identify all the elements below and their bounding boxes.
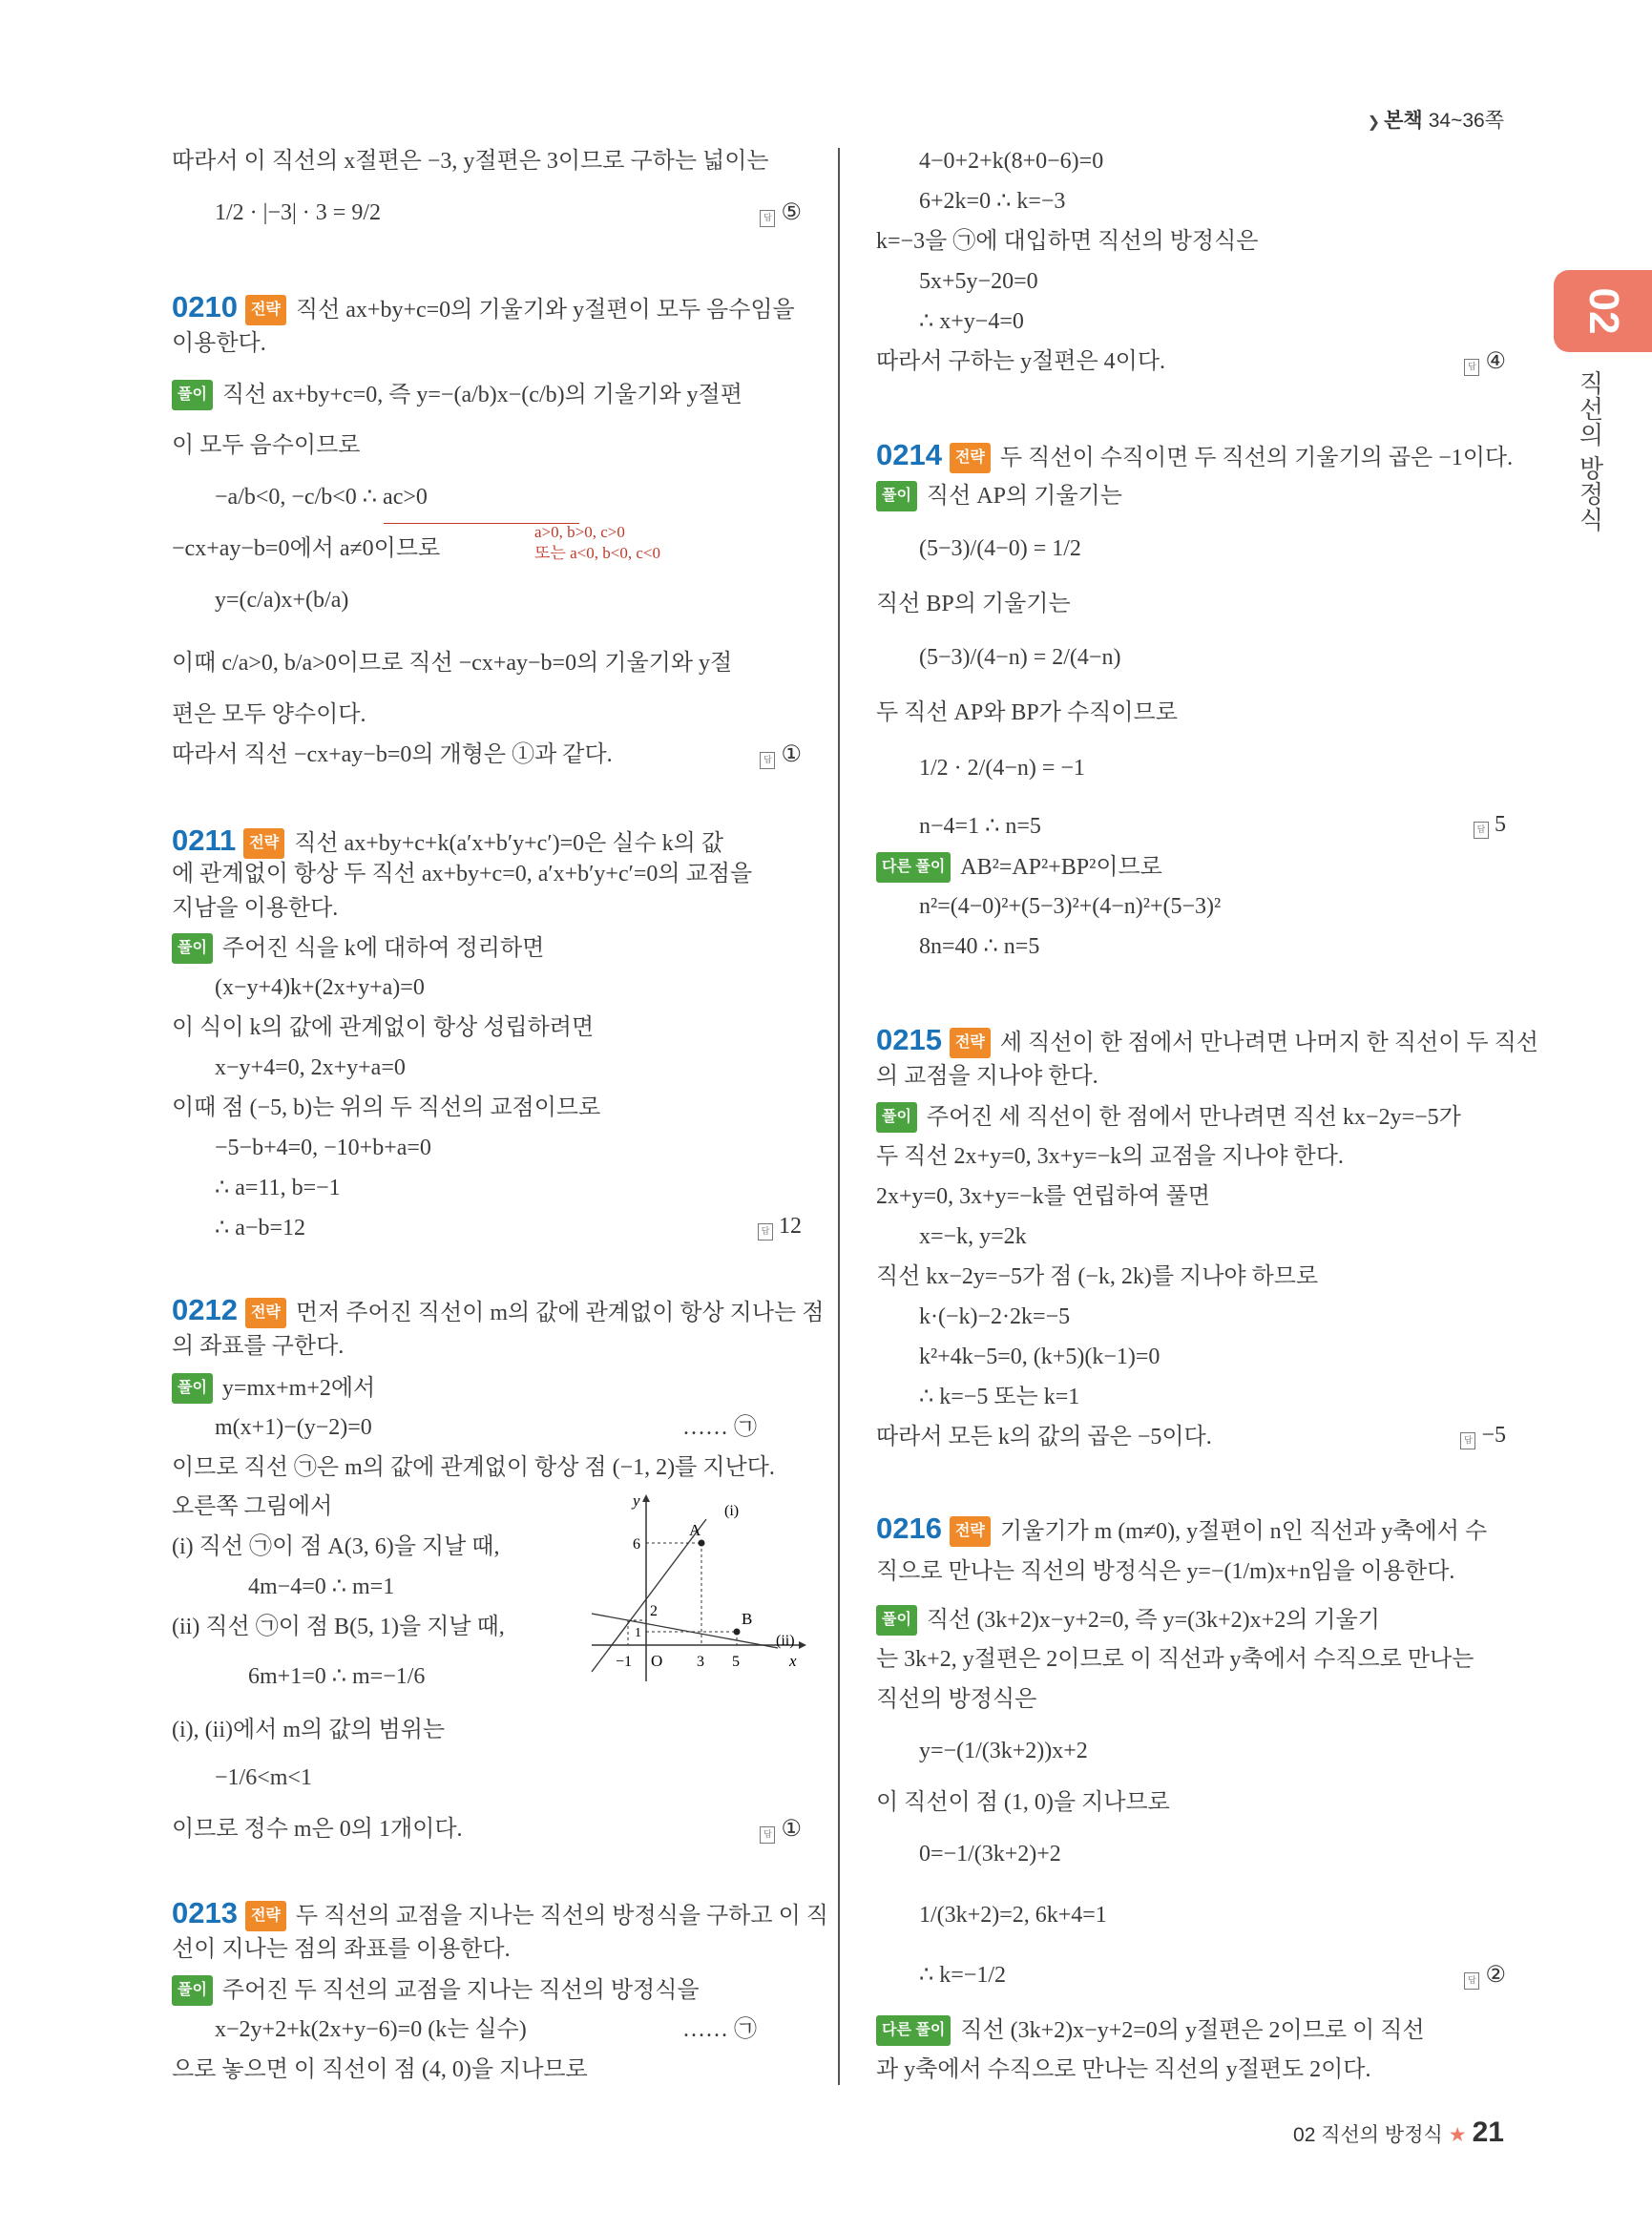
solution-line: 이때 점 (−5, b)는 위의 두 직선의 교점이므로 <box>172 1095 601 1120</box>
strategy-badge: 전략 <box>243 828 284 859</box>
strategy-text: 의 교점을 지나야 한다. <box>876 1064 1098 1089</box>
solution-text: 직선 ax+by+c=0, 즉 y=−(a/b)x−(c/b)의 기울기와 y절편 <box>221 383 742 407</box>
answer-mark <box>760 740 802 769</box>
x-tick-label: 3 <box>697 1654 704 1670</box>
answer-box-icon: 답 <box>1460 1432 1475 1449</box>
line-label-i: (i) <box>724 1503 740 1519</box>
solution-badge: 풀이 <box>876 1102 917 1133</box>
solution-line: 과 y축에서 수직으로 만나는 직선의 y절편도 2이다. <box>876 2057 1371 2082</box>
problem-0211-strategy <box>172 826 723 859</box>
strategy-text: 에 관계없이 항상 두 직선 ax+by+c=0, a′x+b′y+c′=0의 교점을 <box>172 862 753 886</box>
solution-badge: 풀이 <box>172 380 213 410</box>
solution-line <box>172 1975 700 2006</box>
solution-line: 0=−1/(3k+2)+2 <box>919 1842 1061 1866</box>
star-icon: ★ <box>1448 2124 1467 2146</box>
answer-mark <box>758 1214 802 1241</box>
column-divider <box>838 148 840 2085</box>
answer-value: ② <box>1485 1963 1506 1988</box>
axis-label-y: y <box>633 1491 640 1510</box>
annotation-note: a>0, b>0, c>0 <box>534 523 625 541</box>
solution-line: n²=(4−0)²+(5−3)²+(4−n)²+(5−3)² <box>919 894 1222 919</box>
strategy-text: 먼저 주어진 직선이 m의 값에 관계없이 항상 지나는 점 <box>295 1301 825 1325</box>
equation-mark: …… ㉠ <box>682 2017 757 2042</box>
strategy-text: 이용한다. <box>172 331 266 356</box>
solution-line: 직선의 방정식은 <box>876 1687 1037 1712</box>
answer-mark <box>1474 812 1506 839</box>
problem-0212-strategy <box>172 1293 825 1328</box>
solution-line: 8n=40 ∴ n=5 <box>919 934 1040 959</box>
solution-line: 이 식이 k의 값에 관계없이 항상 성립하려면 <box>172 1015 595 1040</box>
solution-line: ∴ a−b=12 <box>215 1216 305 1241</box>
answer-mark <box>1464 1961 1506 1990</box>
solution-line: 따라서 구하는 y절편은 4이다. <box>876 349 1166 374</box>
alt-solution-badge: 다른 풀이 <box>876 2015 951 2046</box>
strategy-text: 두 직선의 교점을 지나는 직선의 방정식을 구하고 이 직 <box>295 1904 828 1929</box>
strategy-text: 지남을 이용한다. <box>172 896 339 921</box>
solution-line: 5x+5y−20=0 <box>919 269 1038 294</box>
solution-line: 이므로 직선 ㉠은 m의 값에 관계없이 항상 점 (−1, 2)를 지난다. <box>172 1455 775 1480</box>
solution-line: 4−0+2+k(8+0−6)=0 <box>919 149 1104 174</box>
problem-0214-strategy <box>876 438 1514 473</box>
alt-solution-line <box>876 852 1162 883</box>
solution-line: −5−b+4=0, −10+b+a=0 <box>215 1136 431 1160</box>
solution-badge: 풀이 <box>172 1975 213 2006</box>
problem-0216-strategy <box>876 1514 1487 1547</box>
solution-text: 직선 (3k+2)x−y+2=0의 y절편은 2이므로 이 직선 <box>960 2018 1425 2043</box>
y-tick-label: 2 <box>650 1603 658 1619</box>
answer-value: ⑤ <box>781 200 802 225</box>
strategy-text: 직선 ax+by+c+k(a′x+b′y+c′)=0은 실수 k의 값 <box>294 831 724 856</box>
strategy-badge: 전략 <box>950 1028 991 1058</box>
strategy-text: 직으로 만나는 직선의 방정식은 y=−(1/m)x+n임을 이용한다. <box>876 1559 1455 1584</box>
solution-line: 1/2 · 2/(4−n) = −1 <box>919 756 1085 781</box>
answer-mark <box>760 198 802 227</box>
solution-line: 으로 놓으면 이 직선이 점 (4, 0)을 지나므로 <box>172 2057 588 2082</box>
solution-text: 직선 (3k+2)x−y+2=0, 즉 y=(3k+2)x+2의 기울기 <box>926 1608 1380 1633</box>
solution-line: 는 3k+2, y절편은 2이므로 이 직선과 y축에서 수직으로 만나는 <box>876 1647 1474 1672</box>
answer-box-icon: 답 <box>758 1223 773 1241</box>
solution-line: 4m−4=0 ∴ m=1 <box>248 1574 395 1599</box>
strategy-text: 세 직선이 한 점에서 만나려면 나머지 한 직선이 두 직선 <box>999 1031 1538 1055</box>
line-graph-figure <box>587 1491 806 1686</box>
solution-badge: 풀이 <box>172 1373 213 1404</box>
solution-line: −cx+ay−b=0에서 a≠0이므로 <box>172 536 441 561</box>
solution-line: (i), (ii)에서 m의 값의 범위는 <box>172 1718 446 1742</box>
solution-line: (5−3)/(4−0) = 1/2 <box>919 536 1081 561</box>
answer-box-icon: 답 <box>1464 359 1479 376</box>
solution-badge: 풀이 <box>172 933 213 964</box>
solution-line <box>172 380 742 410</box>
intro-formula: 1/2 · |−3| · 3 = 9/2 <box>215 200 381 225</box>
solution-line: 따라서 직선 −cx+ay−b=0의 개형은 ①과 같다. <box>172 742 613 767</box>
solution-line: m(x+1)−(y−2)=0 <box>215 1415 372 1440</box>
solution-line: ∴ k=−1/2 <box>919 1963 1007 1988</box>
strategy-badge: 전략 <box>245 1901 286 1931</box>
solution-text: 주어진 식을 k에 대하여 정리하면 <box>221 936 545 961</box>
problem-0210-strategy <box>172 290 795 325</box>
alt-solution-line <box>876 2015 1425 2046</box>
answer-value: 5 <box>1495 812 1506 837</box>
strategy-badge: 전략 <box>245 295 286 325</box>
solution-badge: 풀이 <box>876 481 917 511</box>
strategy-badge: 전략 <box>245 1298 286 1328</box>
solution-line: x−y+4=0, 2x+y+a=0 <box>215 1055 406 1080</box>
line-i <box>592 1519 706 1672</box>
y-axis-arrow <box>642 1494 650 1502</box>
solution-line: 이때 c/a>0, b/a>0이므로 직선 −cx+ay−b=0의 기울기와 y절 <box>172 651 733 676</box>
problem-0215-strategy <box>876 1023 1538 1058</box>
solution-line: 직선 kx−2y=−5가 점 (−k, 2k)를 지나야 하므로 <box>876 1264 1319 1289</box>
solution-line: 1/(3k+2)=2, 6k+4=1 <box>919 1903 1107 1928</box>
solution-line: y=−(1/(3k+2))x+2 <box>919 1739 1088 1763</box>
answer-value: ① <box>781 742 802 767</box>
origin-label: O <box>651 1652 663 1670</box>
problem-number: 0215 <box>876 1023 942 1056</box>
alt-solution-badge: 다른 풀이 <box>876 852 951 883</box>
solution-line: −1/6<m<1 <box>215 1765 312 1790</box>
x-tick-label: 5 <box>732 1654 740 1670</box>
point-B <box>734 1629 741 1636</box>
solution-line: 따라서 모든 k의 값의 곱은 −5이다. <box>876 1425 1212 1449</box>
strategy-text: 기울기가 m (m≠0), y절편이 n인 직선과 y축에서 수 <box>999 1519 1488 1544</box>
answer-box-icon: 답 <box>760 1826 775 1844</box>
problem-number: 0212 <box>172 1293 238 1326</box>
solution-line: 두 직선 AP와 BP가 수직이므로 <box>876 700 1178 725</box>
solution-text: y=mx+m+2에서 <box>221 1376 376 1401</box>
solution-line: 오른쪽 그림에서 <box>172 1494 333 1519</box>
axis-label-x: x <box>789 1652 797 1670</box>
chapter-number: 02 <box>1580 287 1627 335</box>
solution-line: 이므로 정수 m은 0의 1개이다. <box>172 1817 463 1842</box>
y-tick-label: 1 <box>635 1626 641 1640</box>
solution-line: 두 직선 2x+y=0, 3x+y=−k의 교점을 지나야 한다. <box>876 1144 1344 1169</box>
solution-line: n−4=1 ∴ n=5 <box>919 814 1041 839</box>
solution-line: x−2y+2+k(2x+y−6)=0 (k는 실수) <box>215 2017 527 2042</box>
answer-mark <box>760 1815 802 1844</box>
answer-mark <box>1464 347 1506 376</box>
answer-value: ④ <box>1485 349 1506 374</box>
book-label: 본책 <box>1384 110 1423 132</box>
point-label-A: A <box>689 1521 701 1539</box>
solution-line <box>876 1605 1380 1636</box>
problem-number: 0211 <box>172 824 237 857</box>
solution-line: 편은 모두 양수이다. <box>172 702 366 727</box>
answer-box-icon: 답 <box>760 210 775 227</box>
strategy-text: 직선 ax+by+c=0의 기울기와 y절편이 모두 음수임을 <box>295 298 795 323</box>
solution-line: (x−y+4)k+(2x+y+a)=0 <box>215 975 425 1000</box>
answer-box-icon: 답 <box>1474 822 1489 839</box>
solution-line: y=(c/a)x+(b/a) <box>215 588 349 613</box>
problem-number: 0216 <box>876 1512 942 1545</box>
solution-text: AB²=AP²+BP²이므로 <box>960 855 1162 880</box>
equation-mark: …… ㉠ <box>682 1415 757 1440</box>
footer-chapter: 02 직선의 방정식 <box>1293 2124 1443 2146</box>
x-tick-label: −1 <box>616 1654 633 1670</box>
point-A <box>699 1540 705 1547</box>
answer-box-icon: 답 <box>1464 1972 1479 1990</box>
solution-line: ∴ a=11, b=−1 <box>215 1176 341 1200</box>
y-tick-label: 6 <box>633 1536 640 1553</box>
problem-0213-strategy <box>172 1896 828 1931</box>
solution-text: 주어진 두 직선의 교점을 지나는 직선의 방정식을 <box>221 1978 700 2003</box>
page-range: 34~36쪽 <box>1428 110 1504 132</box>
intro-line: 따라서 이 직선의 x절편은 −3, y절편은 3이므로 구하는 넓이는 <box>172 149 769 174</box>
solution-line: ∴ k=−5 또는 k=1 <box>919 1385 1080 1409</box>
solution-text: 주어진 세 직선이 한 점에서 만나려면 직선 kx−2y=−5가 <box>926 1105 1461 1130</box>
solution-badge: 풀이 <box>876 1605 917 1636</box>
chapter-tab[interactable] <box>1554 270 1652 352</box>
solution-line: (ii) 직선 ㉠이 점 B(5, 1)을 지날 때, <box>172 1615 505 1639</box>
point-label-B: B <box>742 1610 753 1628</box>
solution-line: 이 직선이 점 (1, 0)을 지나므로 <box>876 1790 1170 1815</box>
chevron-right-icon: ❯ <box>1367 115 1381 131</box>
solution-line <box>876 481 1122 511</box>
solution-line <box>172 1373 375 1404</box>
solution-line: x=−k, y=2k <box>919 1224 1027 1249</box>
problem-number: 0213 <box>172 1896 238 1929</box>
annotation-note: 또는 a<0, b<0, c<0 <box>534 544 660 562</box>
page-number: 21 <box>1472 2116 1504 2148</box>
x-axis-arrow <box>799 1641 806 1649</box>
strategy-text: 선이 지나는 점의 좌표를 이용한다. <box>172 1937 511 1962</box>
solution-line: 6m+1=0 ∴ m=−1/6 <box>248 1664 426 1689</box>
solution-line: k·(−k)−2·2k=−5 <box>919 1304 1071 1329</box>
strategy-badge: 전략 <box>950 443 991 473</box>
strategy-text: 의 좌표를 구한다. <box>172 1334 345 1359</box>
solution-text: 직선 AP의 기울기는 <box>926 484 1122 509</box>
solution-line: (5−3)/(4−n) = 2/(4−n) <box>919 645 1121 670</box>
page-footer <box>1293 2116 1504 2149</box>
solution-line: k=−3을 ㉠에 대입하면 직선의 방정식은 <box>876 229 1259 254</box>
solution-line: 직선 BP의 기울기는 <box>876 592 1071 616</box>
strategy-text: 두 직선이 수직이면 두 직선의 기울기의 곱은 −1이다. <box>999 446 1514 470</box>
page-header <box>1368 105 1504 134</box>
solution-line: k²+4k−5=0, (k+5)(k−1)=0 <box>919 1345 1161 1369</box>
answer-value: ① <box>781 1817 802 1842</box>
solution-line: 2x+y=0, 3x+y=−k를 연립하여 풀면 <box>876 1184 1210 1209</box>
solution-line: ∴ x+y−4=0 <box>919 309 1024 334</box>
solution-line <box>876 1102 1461 1133</box>
line-label-ii: (ii) <box>776 1633 795 1649</box>
solution-line: 이 모두 음수이므로 <box>172 433 361 458</box>
problem-number: 0214 <box>876 438 942 471</box>
solution-line <box>172 933 544 964</box>
answer-value: −5 <box>1481 1423 1506 1448</box>
strategy-badge: 전략 <box>950 1516 991 1547</box>
solution-line: (i) 직선 ㉠이 점 A(3, 6)을 지날 때, <box>172 1534 500 1559</box>
solution-line: −a/b<0, −c/b<0 ∴ ac>0 <box>215 485 428 510</box>
solution-line: 6+2k=0 ∴ k=−3 <box>919 189 1066 214</box>
chapter-title: 직선의 방정식 <box>1576 370 1604 533</box>
answer-mark <box>1460 1423 1506 1449</box>
answer-box-icon: 답 <box>760 752 775 769</box>
problem-number: 0210 <box>172 290 238 323</box>
answer-value: 12 <box>779 1214 802 1239</box>
